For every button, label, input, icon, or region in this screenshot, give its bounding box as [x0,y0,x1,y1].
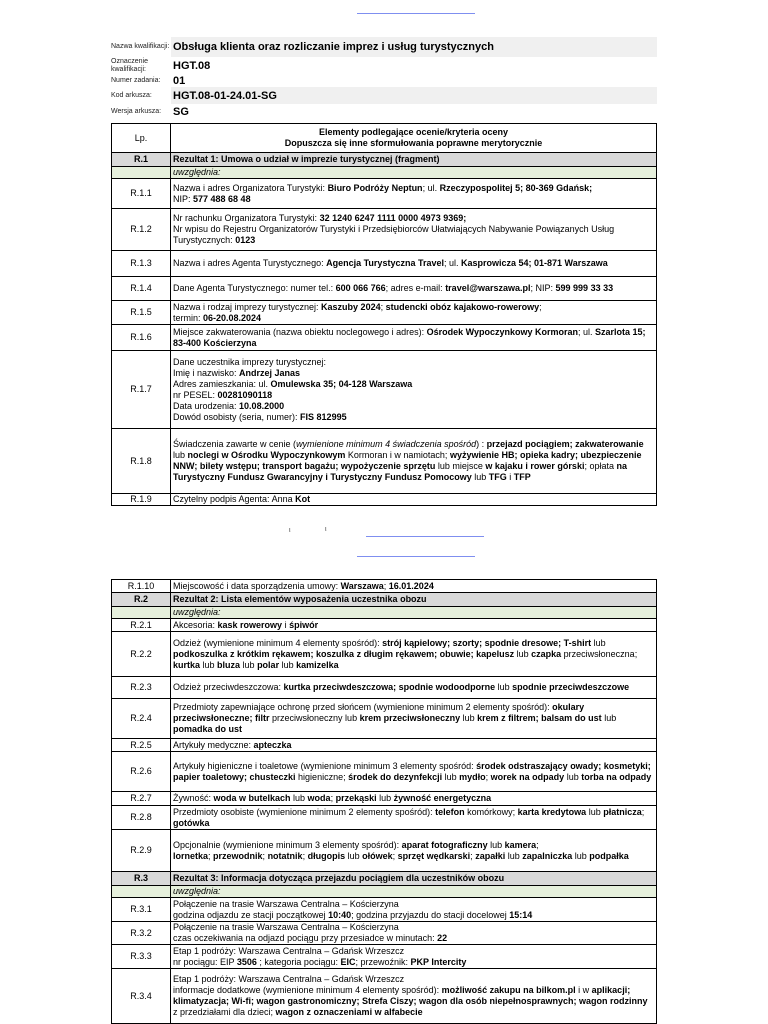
text-segment: lub [240,659,258,670]
text-segment: Omulewska 35; 04-128 Warszawa [270,378,413,389]
text-segment: ołówek [362,850,393,861]
text-segment: płatnicza [603,806,642,817]
criterion-row [112,632,657,677]
header-label: Kod arkusza: [111,91,152,99]
text-segment: zapałki [475,850,506,861]
criterion-row [112,619,657,632]
text-segment: lornetka [173,850,209,861]
text-segment: lub [460,713,478,723]
exam-sheet-header [111,37,657,119]
lp-cell [112,886,171,898]
page-marker-left: ι [289,527,291,534]
text-segment: ; [208,850,214,861]
text-segment: ; [641,806,645,817]
text-segment: śpiwór [289,619,319,630]
text-segment: czas oczekiwania na odjazd pociągu przy przesiadce w minutach: [173,933,438,943]
text-segment: spodnie przeciwdeszczowe [512,682,630,692]
text-segment: kask rowerowy [217,619,283,630]
criteria-table-page-1 [111,123,657,506]
text-segment: podpałka [589,850,629,861]
text-segment: Biuro Podróży Neptun [327,182,423,193]
criterion-row [112,830,657,872]
criterion-row [112,429,657,494]
lp-cell: R.2 [112,593,171,607]
text-segment: gotówka [173,817,210,828]
text-segment: i [282,619,290,630]
criterion-row [112,922,657,945]
text-segment: czapka [531,648,562,659]
lp-column-header: Lp. [112,124,171,153]
text-segment: Rezultat 3: Informacja dotycząca przejazdu pociągiem dla uczestników obozu [173,873,505,883]
text-segment: woda [307,793,331,803]
text-segment: podkoszulka z krótkim rękawem; koszulka z długim rękawem; obuwie; kapelusz [173,648,515,659]
text-segment: informacje dodatkowe (wymienione minimum 4 elementy spośród): [173,985,442,995]
text-segment: aparat fotograficzny [401,839,488,850]
text-segment: Dowód osobisty (seria, numer): [173,411,301,422]
text-segment: strój kąpielowy; szorty; spodnie dresowe; T-shirt [382,637,592,648]
result-section-row [112,153,657,167]
includes-note-row [112,167,657,179]
text-segment: lub [471,472,489,482]
criterion-row [112,699,657,739]
text-segment: 599 999 33 33 [555,283,614,293]
criterion-text [171,922,657,945]
text-segment: pomadka do ust [173,724,243,734]
header-row [111,37,657,57]
text-segment: 0123 [235,235,256,245]
lp-cell [112,167,171,179]
criterion-row [112,351,657,429]
text-segment: lub [279,659,297,670]
text-segment: kamizelka [296,659,339,670]
lp-cell [112,607,171,619]
criterion-row [112,301,657,325]
lp-cell: R.1.3 [112,251,171,277]
lp-cell: R.1.2 [112,209,171,251]
criterion-row [112,325,657,351]
text-segment: uwzględnia: [173,167,221,177]
text-segment: 32 1240 6247 1111 0000 4973 9369; [319,213,467,223]
lp-cell: R.3 [112,872,171,886]
criterion-text [171,806,657,830]
text-segment: bluza [217,659,241,670]
text-segment: Andrzej Janas [239,367,301,378]
lp-cell: R.1.4 [112,277,171,301]
criterion-row [112,969,657,1024]
text-segment: lub [290,793,308,803]
criteria-subtitle: Dopuszcza się inne sformułowania poprawne merytorycznie [284,138,543,148]
text-segment: torba na odpady [581,771,652,782]
header-row [111,104,657,119]
text-segment: ; ul. [443,258,461,268]
criterion-text [171,607,657,619]
text-segment: Przedmioty zapewniające ochronę przed słońcem (wymienione minimum 2 elementy spośród): [173,702,553,712]
text-segment: 16.01.2024 [388,580,434,591]
lp-cell: R.2.9 [112,830,171,872]
text-segment: 10.08.2000 [239,400,285,411]
text-segment: apteczka [253,739,292,750]
text-segment: i [506,472,514,482]
text-segment: ; adres e-mail: [385,283,446,293]
text-segment: kurtka przeciwdeszczowa; spodnie wodoodporne [283,682,496,692]
text-segment: Czytelny podpis Agenta: Anna [173,494,296,504]
text-segment: 577 488 68 48 [193,193,251,204]
text-segment: Rezultat 2: Lista elementów wyposażenia uczestnika obozu [173,594,427,604]
text-segment: kamera [504,839,537,850]
criterion-text [171,677,657,699]
lp-cell: R.1.8 [112,429,171,494]
text-segment: polar [257,659,280,670]
header-label: Nazwa kwalifikacji: [111,43,170,50]
text-segment: 600 066 766 [335,283,386,293]
text-segment: ; [262,850,268,861]
criterion-text [171,580,657,593]
text-segment: lub [173,450,188,460]
text-segment: Kaszuby 2024 [321,301,381,312]
criterion-row [112,580,657,593]
text-segment: Miejscowość i data sporządzenia umowy: [173,580,341,591]
text-segment: notatnik [267,850,303,861]
text-segment: ; ul. [422,182,440,193]
text-segment: uwzględnia: [173,607,221,617]
text-segment: ; kategoria pociągu: [256,956,341,967]
criterion-text [171,632,657,677]
header-row [111,87,657,104]
text-segment: ; przewoźnik: [355,956,411,967]
text-segment: Nazwa i rodzaj imprezy turystycznej: [173,301,322,312]
text-segment: w kajaku i rower górski [485,461,585,471]
header-value: 01 [173,74,186,87]
page-link-line-1 [366,536,484,537]
text-segment: Kasprowicza 54; 01-871 Warszawa [461,258,608,268]
includes-note-row [112,886,657,898]
text-segment: zapalniczka [522,850,573,861]
text-segment: na Turystyczny Fundusz Gwarancyjny i Turystyczny Fundusz Pomocowy [173,461,627,482]
text-segment: okulary przeciwsłoneczne; filtr [173,702,585,723]
criterion-text [171,179,657,209]
table-header-row [112,124,657,153]
criterion-row [112,792,657,806]
text-segment: sprzęt wędkarski [397,850,471,861]
lp-cell: R.1.9 [112,494,171,506]
text-segment: telefon [435,806,465,817]
text-segment: travel@warszawa.pl [445,283,531,293]
criterion-text [171,429,657,494]
text-segment: Imię i nazwisko: [173,367,240,378]
header-value: Obsługa klienta oraz rozliczanie imprez i usług turystycznych [171,37,657,57]
lp-cell: R.3.2 [112,922,171,945]
top-separator-line [357,13,475,14]
text-segment: przewodnik [213,850,263,861]
criterion-text [171,325,657,351]
text-segment: ; [539,301,542,312]
result-section-row [112,872,657,886]
text-segment: przekąski [335,793,377,803]
text-segment: 00281090118 [217,389,273,400]
text-segment: Agencja Turystyczna Travel [326,258,444,268]
lp-cell: R.1 [112,153,171,167]
lp-cell: R.2.5 [112,739,171,752]
criterion-row [112,251,657,277]
text-segment: przeciwsłoneczna; [561,648,638,659]
criterion-text [171,872,657,886]
text-segment: ; [380,301,386,312]
text-segment: higieniczne; [295,771,349,782]
criterion-row [112,209,657,251]
text-segment: TFG [488,472,507,482]
text-segment: Szarlota 15; 83-400 Kościerzyna [173,326,646,348]
text-segment: środek odstraszający owady; kosmetyki; papier toaletowy; chusteczki [173,760,651,782]
text-segment: lub [586,806,604,817]
text-segment: PKP Intercity [410,956,467,967]
criteria-title: Elementy podlegające ocenie/kryteria oceny [318,127,509,137]
text-segment: Nr wpisu do Rejestru Organizatorów Turystyki i Przedsiębiorców Ułatwiających Nabywanie Powiązanych Usług Turystycznych: [173,224,615,245]
text-segment: ) : [476,439,487,449]
text-segment: krem przeciwsłoneczny [359,713,461,723]
criterion-row [112,179,657,209]
text-segment: komórkowy; [464,806,518,817]
text-segment: Świadczenia zawarte w cenie ( [173,439,297,449]
header-value: HGT.08-01-24.01-SG [171,87,657,104]
text-segment: wagon z oznaczeniami w alfabecie [275,1007,423,1017]
text-segment: karta kredytowa [517,806,587,817]
criterion-row [112,752,657,792]
criterion-row [112,494,657,506]
text-segment: lub [601,713,617,723]
text-segment: ; [330,793,336,803]
text-segment: Rezultat 1: Umowa o udział w imprezie turystycznej (fragment) [173,154,440,164]
text-segment: możliwość zakupu na bilkom.pl [441,985,576,995]
text-segment: Adres zamieszkania: ul. [173,378,271,389]
criterion-text [171,209,657,251]
criterion-text [171,739,657,752]
header-label: Wersja arkusza: [111,107,162,115]
criterion-row [112,739,657,752]
text-segment: Opcjonalnie (wymienione minimum 3 elementy spośród): [173,839,402,850]
text-segment: ; [302,850,308,861]
text-segment: lub [442,771,460,782]
criterion-text [171,593,657,607]
text-segment: ; NIP: [530,283,556,293]
text-segment: lub [514,648,532,659]
text-segment: 10:40 [328,909,352,920]
criterion-text [171,619,657,632]
text-segment: Nazwa i adres Agenta Turystycznego: [173,258,327,268]
text-segment: ; [392,850,398,861]
text-segment: studencki obóz kajakowo-rowerowy [385,301,540,312]
text-segment: lub [200,659,218,670]
text-segment: ; [470,850,476,861]
text-segment: lub [345,850,363,861]
lp-cell: R.1.5 [112,301,171,325]
header-row [111,57,657,74]
header-label: Numer zadania: [111,76,161,84]
text-segment: ; [536,839,539,850]
lp-cell: R.2.1 [112,619,171,632]
includes-note-row [112,607,657,619]
text-segment: 3506 [236,956,257,967]
text-segment: Etap 1 podróży: Warszawa Centralna – Gdańsk Wrzeszcz [173,945,405,956]
lp-cell: R.2.2 [112,632,171,677]
criterion-text [171,886,657,898]
criterion-text [171,167,657,179]
text-segment: TFP [513,472,531,482]
header-value: SG [173,105,189,118]
text-segment: 06-20.08.2024 [203,312,262,323]
lp-cell: R.2.4 [112,699,171,739]
text-segment: Artykuły medyczne: [173,739,254,750]
lp-cell: R.2.7 [112,792,171,806]
text-segment: aplikacji; klimatyzacja; Wi-fi; wagon gastronomiczny; Strefa Ciszy; wagon dla osób niepełnosprawnych; wagon rodzinny [173,985,648,1006]
text-segment: lub [487,839,505,850]
criterion-text [171,945,657,969]
criterion-text [171,251,657,277]
criterion-text [171,752,657,792]
text-segment: Połączenie na trasie Warszawa Centralna – Kościerzyna [173,898,399,909]
result-section-row [112,593,657,607]
criterion-text [171,898,657,922]
criterion-text [171,969,657,1024]
text-segment: Miejsce zakwaterowania (nazwa obiektu noclegowego i adres): [173,326,427,337]
text-segment: Dane uczestnika imprezy turystycznej: [173,356,327,367]
lp-cell: R.3.4 [112,969,171,1024]
criterion-text [171,153,657,167]
text-segment: lub [376,793,394,803]
lp-cell: R.2.3 [112,677,171,699]
text-segment: ; opłata [584,461,617,471]
page-marker-right: ι [325,526,327,533]
criteria-table-page-2 [111,579,657,1024]
text-segment: nr PESEL: [173,389,218,400]
text-segment: wyżywienie HB; opieka kadry; ubezpieczenie NNW; bilety wstępu; transport bagażu; wypożyczenie sprzętu [173,450,642,471]
text-segment: ; [485,771,491,782]
header-label: Oznaczenie kwalifikacji: [111,57,148,73]
text-segment: środek do dezynfekcji [348,771,443,782]
lp-cell: R.3.1 [112,898,171,922]
text-segment: Kot [295,494,311,504]
text-segment: lub [505,850,523,861]
text-segment: 22 [437,933,448,943]
page-link-line-2 [357,556,475,557]
text-segment: Odzież przeciwdeszczowa: [173,682,284,692]
text-segment: z przedziałami dla dzieci; [173,1007,276,1017]
text-segment: żywność energetyczna [393,793,492,803]
text-segment: wymienione minimum 4 świadczenia spośród [296,439,477,449]
text-segment: lub [572,850,590,861]
text-segment: ; ul. [578,326,596,337]
text-segment: Ośrodek Wypoczynkowy Kormoran [426,326,579,337]
text-segment: Kormoran i w namiotach; [345,450,450,460]
lp-cell: R.1.6 [112,325,171,351]
text-segment: worek na odpady [490,771,565,782]
text-segment: Artykuły higieniczne i toaletowe (wymienione minimum 3 elementy spośród: [173,760,477,771]
text-segment: woda w butelkach [213,793,291,803]
text-segment: noclegi w Ośrodku Wypoczynkowym [187,450,346,460]
text-segment: lub [495,682,513,692]
lp-cell: R.1.10 [112,580,171,593]
text-segment: ; godzina przyjazdu do stacji docelowej [351,909,510,920]
text-segment: długopis [307,850,346,861]
criterion-text [171,792,657,806]
criterion-text [171,277,657,301]
text-segment: uwzględnia: [173,886,221,896]
text-segment: nr pociągu: EIP [173,956,237,967]
text-segment: lub miejsce [435,461,486,471]
text-segment: mydło [459,771,486,782]
text-segment: EIC [340,956,356,967]
criterion-text [171,830,657,872]
lp-cell: R.3.3 [112,945,171,969]
text-segment: Akcesoria: [173,619,218,630]
header-value: HGT.08 [173,59,211,72]
text-segment: lub [591,637,606,648]
text-segment: 15:14 [509,909,533,920]
text-segment: Etap 1 podróży: Warszawa Centralna – Gdańsk Wrzeszcz [173,974,405,984]
text-segment: przejazd pociągiem; zakwaterowanie [486,439,644,449]
criteria-column-header [171,124,657,153]
criterion-row [112,806,657,830]
text-segment: Warszawa [340,580,384,591]
criterion-row [112,898,657,922]
criterion-text [171,301,657,325]
criterion-text [171,699,657,739]
text-segment: NIP: [173,193,194,204]
criterion-text [171,494,657,506]
text-segment: Połączenie na trasie Warszawa Centralna – Kościerzyna [173,922,399,932]
criterion-text [171,351,657,429]
text-segment: termin: [173,312,204,323]
lp-cell: R.1.7 [112,351,171,429]
text-segment: Przedmioty osobiste (wymienione minimum 2 elementy spośród): [173,806,436,817]
text-segment: lub [564,771,582,782]
text-segment: i w [575,985,592,995]
text-segment: Rzeczypospolitej 5; 80-369 Gdańsk; [439,182,593,193]
text-segment: FIS 812995 [300,411,347,422]
text-segment: Nr rachunku Organizatora Turystyki: [173,213,320,223]
lp-cell: R.2.8 [112,806,171,830]
text-segment: Dane Agenta Turystycznego: numer tel.: [173,283,336,293]
criterion-row [112,277,657,301]
text-segment: kurtka [173,659,201,670]
text-segment: przeciwsłoneczny lub [269,713,360,723]
text-segment: Odzież (wymienione minimum 4 elementy spośród): [173,637,383,648]
text-segment: krem z filtrem; balsam do ust [477,713,602,723]
criterion-row [112,677,657,699]
header-row [111,74,657,87]
text-segment: Data urodzenia: [173,400,240,411]
text-segment: ; [383,580,389,591]
criterion-row [112,945,657,969]
lp-cell: R.1.1 [112,179,171,209]
text-segment: godzina odjazdu ze stacji początkowej [173,909,329,920]
text-segment: Żywność: [173,793,214,803]
lp-cell: R.2.6 [112,752,171,792]
text-segment: Nazwa i adres Organizatora Turystyki: [173,182,328,193]
